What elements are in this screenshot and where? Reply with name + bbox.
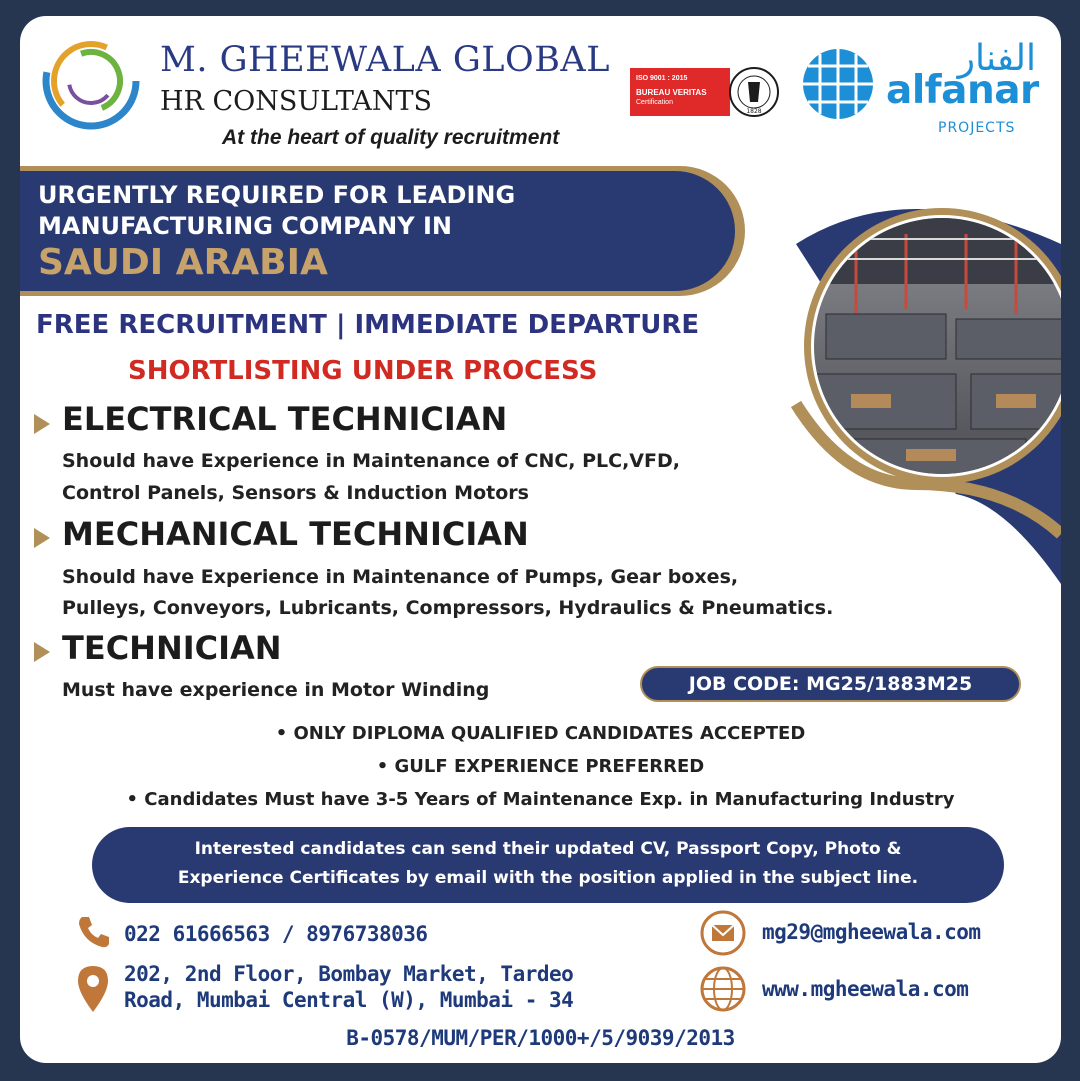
shortlisting-status: SHORTLISTING UNDER PROCESS bbox=[128, 356, 598, 386]
license-number: B-0578/MUM/PER/1000+/5/9039/2013 bbox=[346, 1026, 735, 1050]
cert-label: Certification bbox=[636, 99, 673, 106]
banner-line-2: MANUFACTURING COMPANY IN bbox=[38, 212, 452, 240]
email-address[interactable]: mg29@mgheewala.com bbox=[762, 920, 981, 944]
offer-headline: FREE RECRUITMENT | IMMEDIATE DEPARTURE bbox=[36, 310, 700, 340]
arrow-bullet-icon bbox=[34, 642, 50, 662]
brand-subtitle: HR CONSULTANTS bbox=[160, 86, 433, 117]
arrow-bullet-icon bbox=[34, 414, 50, 434]
client-name: alfanar bbox=[886, 68, 1039, 113]
gheewala-logo-icon bbox=[40, 30, 142, 132]
arrow-bullet-icon bbox=[34, 528, 50, 548]
bureau-veritas-seal-icon bbox=[728, 66, 780, 118]
job-description: Pulleys, Conveyors, Lubricants, Compressors, Hydraulics & Pneumatics. bbox=[62, 597, 834, 619]
location-pin-icon bbox=[76, 964, 110, 1014]
client-subtitle: PROJECTS bbox=[938, 120, 1016, 136]
phone-number[interactable]: 022 61666563 / 8976738036 bbox=[124, 922, 428, 946]
phone-icon bbox=[76, 914, 112, 950]
cert-year: 1828 bbox=[746, 108, 762, 115]
website-link[interactable]: www.mgheewala.com bbox=[762, 977, 969, 1001]
alfanar-logo-icon bbox=[800, 46, 876, 122]
apply-line-2: Experience Certificates by email with the position applied in the subject line. bbox=[177, 868, 919, 888]
job-description: Should have Experience in Maintenance of CNC, PLC,VFD, bbox=[62, 450, 680, 472]
job-description: Should have Experience in Maintenance of Pumps, Gear boxes, bbox=[62, 566, 739, 588]
job-description: Must have experience in Motor Winding bbox=[62, 679, 490, 701]
address-line-2: Road, Mumbai Central (W), Mumbai - 34 bbox=[124, 988, 574, 1012]
certification-badge bbox=[630, 68, 776, 116]
factory-photo bbox=[756, 204, 1061, 584]
job-description: Control Panels, Sensors & Induction Motors bbox=[62, 482, 529, 504]
banner-country: SAUDI ARABIA bbox=[38, 242, 328, 283]
globe-icon bbox=[700, 966, 746, 1012]
job-poster bbox=[20, 16, 1061, 1063]
tagline: At the heart of quality recruitment bbox=[222, 126, 560, 149]
client-arabic-name: الفنار bbox=[957, 38, 1036, 79]
requirement-item: • ONLY DIPLOMA QUALIFIED CANDIDATES ACCEPTED bbox=[275, 723, 806, 744]
cert-name: BUREAU VERITAS bbox=[636, 88, 707, 97]
email-icon bbox=[700, 910, 746, 956]
apply-line-1: Interested candidates can send their updated CV, Passport Copy, Photo & bbox=[194, 839, 902, 859]
job-title: TECHNICIAN bbox=[62, 629, 282, 667]
brand-title: M. GHEEWALA GLOBAL bbox=[160, 40, 610, 80]
job-title: ELECTRICAL TECHNICIAN bbox=[62, 400, 508, 438]
requirement-item: • Candidates Must have 3-5 Years of Maintenance Exp. in Manufacturing Industry bbox=[126, 789, 955, 810]
banner-line-1: URGENTLY REQUIRED FOR LEADING bbox=[38, 181, 516, 209]
cert-iso: ISO 9001 : 2015 bbox=[636, 75, 688, 82]
address-line-1: 202, 2nd Floor, Bombay Market, Tardeo bbox=[124, 962, 574, 986]
requirement-item: • GULF EXPERIENCE PREFERRED bbox=[376, 756, 705, 777]
job-code-badge: JOB CODE: MG25/1883M25 bbox=[640, 666, 1021, 702]
job-title: MECHANICAL TECHNICIAN bbox=[62, 515, 529, 553]
